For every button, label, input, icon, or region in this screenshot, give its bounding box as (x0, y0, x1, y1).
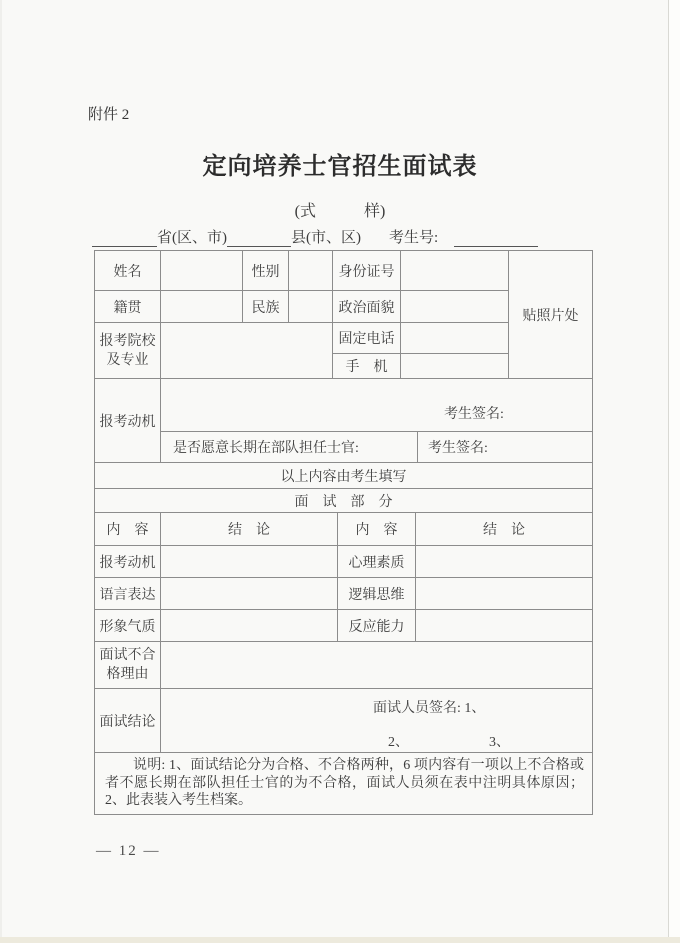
name-value-cell (161, 251, 243, 291)
interview-row-2 (95, 578, 593, 610)
attachment-label: 附件 2 (88, 107, 130, 123)
psychology-conclusion-cell (416, 546, 593, 578)
mobile-label: 手 机 (333, 354, 401, 379)
origin-value-cell (161, 291, 243, 323)
appearance-item-label: 形象气质 (95, 610, 161, 642)
interview-row-1 (95, 546, 593, 578)
candidate-no-label: 考生号: (389, 230, 439, 246)
content-header-right: 内 容 (338, 513, 416, 546)
instructions-note: 说明: 1、面试结论分为合格、不合格两种，6 项内容有一项以上不合格或者不愿长期在部队担任士官的为不合格，面试人员须在表中注明具体原因；2、此表装入考生档案。 (105, 758, 584, 808)
interview-grid-table (94, 512, 593, 642)
origin-label: 籍贯 (95, 291, 161, 323)
language-item-label: 语言表达 (95, 578, 161, 610)
interview-section-title: 面 试 部 分 (95, 489, 593, 513)
candidate-signature-label-2: 考生签名: (418, 432, 593, 463)
reaction-item-label: 反应能力 (338, 610, 416, 642)
fail-reason-value-cell (161, 642, 593, 689)
id-number-label: 身份证号 (333, 251, 401, 291)
mobile-value-cell (401, 354, 509, 379)
filled-by-candidate-note: 以上内容由考生填写 (95, 463, 593, 489)
document-subtitle: (式 样) (294, 203, 386, 220)
interview-form-table (94, 250, 594, 815)
content-header-left: 内 容 (95, 513, 161, 546)
appearance-conclusion-cell (161, 610, 338, 642)
interview-row-3 (95, 610, 593, 642)
reaction-conclusion-cell (416, 610, 593, 642)
motivation-label: 报考动机 (95, 379, 161, 463)
fail-reason-label: 面试不合格理由 (95, 642, 161, 689)
landline-value-cell (401, 323, 509, 354)
scan-strip-right (669, 0, 680, 943)
motivation-item-label: 报考动机 (95, 546, 161, 578)
candidate-no-blank-line (454, 231, 538, 247)
result-table (94, 641, 593, 753)
name-label: 姓名 (95, 251, 161, 291)
candidate-signature-label: 考生签名: (444, 407, 504, 422)
id-number-value-cell (401, 251, 509, 291)
county-label: 县(市、区) (291, 230, 361, 246)
political-value-cell (401, 291, 509, 323)
scan-edge-left (0, 0, 2, 943)
school-major-value-cell (161, 323, 333, 379)
section-divider-table (94, 462, 593, 513)
psychology-item-label: 心理素质 (338, 546, 416, 578)
header-line (92, 226, 538, 247)
ethnic-value-cell (289, 291, 333, 323)
personal-info-table (94, 250, 593, 379)
motivation-value-cell (161, 379, 593, 432)
conclusion-header-right: 结 论 (416, 513, 593, 546)
province-blank-line (92, 231, 157, 247)
logic-item-label: 逻辑思维 (338, 578, 416, 610)
political-label: 政治面貌 (333, 291, 401, 323)
photo-area: 贴照片处 (509, 251, 593, 379)
motivation-conclusion-cell (161, 546, 338, 578)
gender-label: 性别 (243, 251, 289, 291)
motivation-table (94, 378, 593, 463)
ethnic-label: 民族 (243, 291, 289, 323)
page-number: — 12 — (96, 843, 161, 859)
interviewer-signature-label: 面试人员签名: 1、 (373, 701, 486, 716)
willing-question-label: 是否愿意长期在部队担任士官: (161, 432, 418, 463)
province-label: 省(区、市) (157, 230, 227, 246)
landline-label: 固定电话 (333, 323, 401, 354)
conclusion-label: 面试结论 (95, 689, 161, 753)
note-cell (95, 753, 593, 815)
scan-edge-right (668, 0, 669, 943)
scan-strip-bottom (0, 937, 680, 943)
language-conclusion-cell (161, 578, 338, 610)
logic-conclusion-cell (416, 578, 593, 610)
interviewer-signature-2: 2、 (388, 735, 409, 750)
conclusion-header-left: 结 论 (161, 513, 338, 546)
gender-value-cell (289, 251, 333, 291)
school-major-label: 报考院校及专业 (95, 323, 161, 379)
conclusion-value-cell (161, 689, 593, 753)
interviewer-signature-3: 3、 (489, 735, 510, 750)
county-blank-line (227, 231, 291, 247)
document-title: 定向培养士官招生面试表 (202, 154, 478, 180)
note-table (94, 752, 593, 815)
